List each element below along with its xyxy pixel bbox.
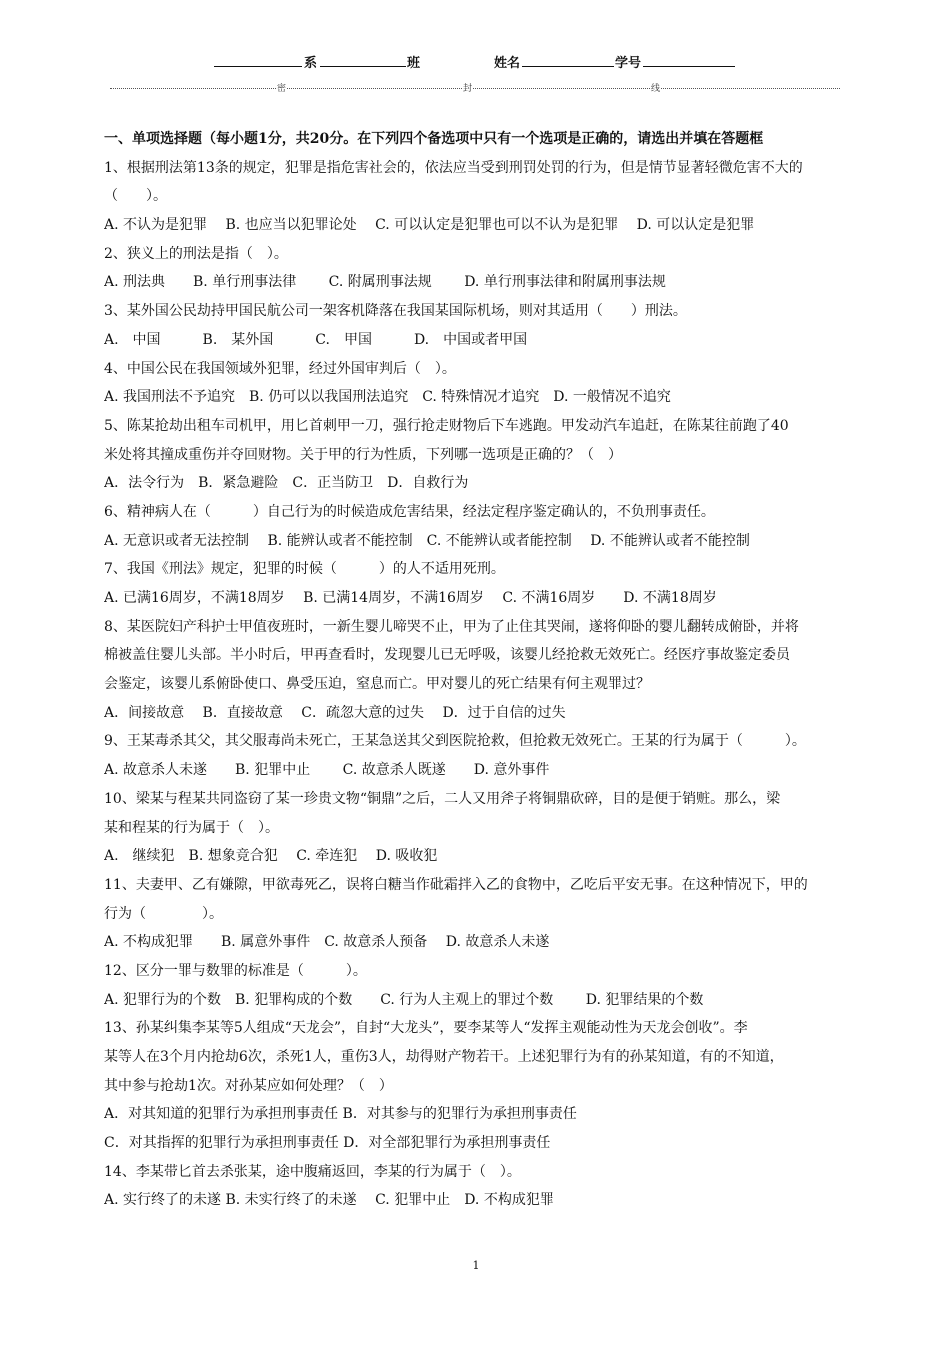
text-line: 4、中国公民在我国领域外犯罪，经过外国审判后（ ）。 (104, 360, 456, 377)
student-id-label: 学号 (615, 56, 642, 71)
text-line: （ ）。 (104, 188, 167, 205)
text-line: A. 无意识或者无法控制 B. 能辨认或者不能控制 C. 不能辨认或者能控制 D. 不能辨认或者不能控制 (104, 532, 750, 549)
text-line: A. 我国刑法不予追究 B. 仍可以以我国刑法追究 C. 特殊情况才追究 D. 一般情况不追究 (104, 389, 671, 406)
text-line: C．对其指挥的犯罪行为承担刑事责任 D．对全部犯罪行为承担刑事责任 (104, 1135, 551, 1152)
text-line: 某和程某的行为属于（ ）。 (104, 819, 279, 836)
text-line: 7、我国《刑法》规定，犯罪的时候（ ）的人不适用死刑。 (104, 561, 505, 578)
section-title: 一、单项选择题（每小题1分，共20分。在下列四个备选项中只有一个选项是正确的，请选出并填在答题框 (104, 131, 764, 147)
text-line: 其中参与抢劫1次。对孙某应如何处理？（ ） (104, 1077, 393, 1094)
text-line: 6、精神病人在（ ）自己行为的时候造成危害结果，经法定程序鉴定确认的，不负刑事责任。 (104, 503, 715, 520)
text-line: 3、某外国公民劫持甲国民航公司一架客机降落在我国某国际机场，则对其适用（ ）刑法。 (104, 303, 687, 320)
class-label: 班 (407, 56, 421, 71)
student-info-header (214, 52, 774, 74)
text-line: 13、孙某纠集李某等5人组成“天龙会”，自封“大龙头”，要李某等人“发挥主观能动性为天龙会创收”。李 (104, 1020, 748, 1037)
name-label: 姓名 (494, 56, 521, 71)
seal-line (110, 80, 840, 96)
dept-label: 系 (304, 56, 318, 71)
text-line: 1、根据刑法第13条的规定，犯罪是指危害社会的，依法应当受到刑罚处罚的行为，但是情节显著轻微危害不大的 (104, 159, 803, 176)
text-line: A．对其知道的犯罪行为承担刑事责任 B．对其参与的犯罪行为承担刑事责任 (104, 1106, 577, 1123)
text-line: 8、某医院妇产科护士甲值夜班时，一新生婴儿啼哭不止，甲为了止住其哭闹，遂将仰卧的婴儿翻转成俯卧，并将 (104, 618, 799, 635)
text-line: A. 犯罪行为的个数 B. 犯罪构成的个数 C. 行为人主观上的罪过个数 D. 犯罪结果的个数 (104, 991, 704, 1008)
text-line: 5、陈某抢劫出租车司机甲，用匕首刺甲一刀，强行抢走财物后下车逃跑。甲发动汽车追赶，在陈某往前跑了40 (104, 417, 789, 434)
text-line: A. 继续犯 B. 想象竞合犯 C. 牵连犯 D. 吸收犯 (104, 848, 438, 865)
text-line: 9、王某毒杀其父，其父服毒尚未死亡，王某急送其父到医院抢救，但抢救无效死亡。王某的行为属于（ ）。 (104, 733, 806, 750)
seal-mark-1: 密 (276, 81, 287, 94)
text-line: A. 不构成犯罪 B. 属意外事件 C. 故意杀人预备 D. 故意杀人未遂 (104, 934, 550, 951)
text-line: 行为（ ）。 (104, 905, 223, 922)
text-line: 会鉴定，该婴儿系俯卧使口、鼻受压迫，窒息而亡。甲对婴儿的死亡结果有何主观罪过？ (104, 676, 650, 693)
question-list (104, 125, 854, 1215)
dotted-divider (110, 88, 840, 89)
text-line: 米处将其撞成重伤并夺回财物。关于甲的行为性质，下列哪一选项是正确的？（ ） (104, 446, 622, 463)
text-line: 10、梁某与程某共同盗窃了某一珍贵文物“铜鼎”之后，二人又用斧子将铜鼎砍碎，目的是便于销赃。那么，梁 (104, 790, 781, 807)
text-line: A．法令行为 B．紧急避险 C．正当防卫 D．自救行为 (104, 475, 469, 492)
text-line: 14、李某带匕首去杀张某，途中腹痛返回，李某的行为属于（ ）。 (104, 1163, 521, 1180)
text-line: 某等人在3个月内抢劫6次，杀死1人，重伤3人，劫得财产物若干。上述犯罪行为有的孙某知道，有的不知道， (104, 1049, 784, 1065)
text-line: 11、夫妻甲、乙有嫌隙，甲欲毒死乙，误将白糖当作砒霜拌入乙的食物中，乙吃后平安无事。在这种情况下，甲的 (104, 876, 808, 893)
text-line: A. 中国 B. 某外国 C. 甲国 D. 中国或者甲国 (104, 331, 528, 348)
text-line: A. 实行终了的未遂 B. 未实行终了的未遂 C. 犯罪中止 D. 不构成犯罪 (104, 1192, 554, 1209)
text-line: A. 故意杀人未遂 B. 犯罪中止 C. 故意杀人既遂 D. 意外事件 (104, 762, 550, 779)
text-line: A. 不认为是犯罪 B. 也应当以犯罪论处 C. 可以认定是犯罪也可以不认为是犯罪 D. 可以认定是犯罪 (104, 217, 755, 234)
text-line: 2、狭义上的刑法是指（ ）。 (104, 245, 288, 262)
text-line: 棉被盖住婴儿头部。半小时后，甲再查看时，发现婴儿已无呼吸，该婴儿经抢救无效死亡。经医疗事故鉴定委员 (104, 647, 790, 664)
text-line: A. 刑法典 B. 单行刑事法律 C. 附属刑事法规 D. 单行刑事法律和附属刑事法规 (104, 274, 666, 291)
text-line: A．间接故意 B．直接故意 C．疏忽大意的过失 D．过于自信的过失 (104, 704, 566, 721)
text-line: A. 已满16周岁，不满18周岁 B. 已满14周岁，不满16周岁 C. 不满16周岁 D. 不满18周岁 (104, 590, 717, 606)
page-number: 1 (472, 1259, 480, 1272)
seal-mark-3: 线 (650, 81, 661, 94)
seal-mark-2: 封 (462, 81, 473, 94)
text-line: 12、区分一罪与数罪的标准是（ ）。 (104, 962, 367, 979)
